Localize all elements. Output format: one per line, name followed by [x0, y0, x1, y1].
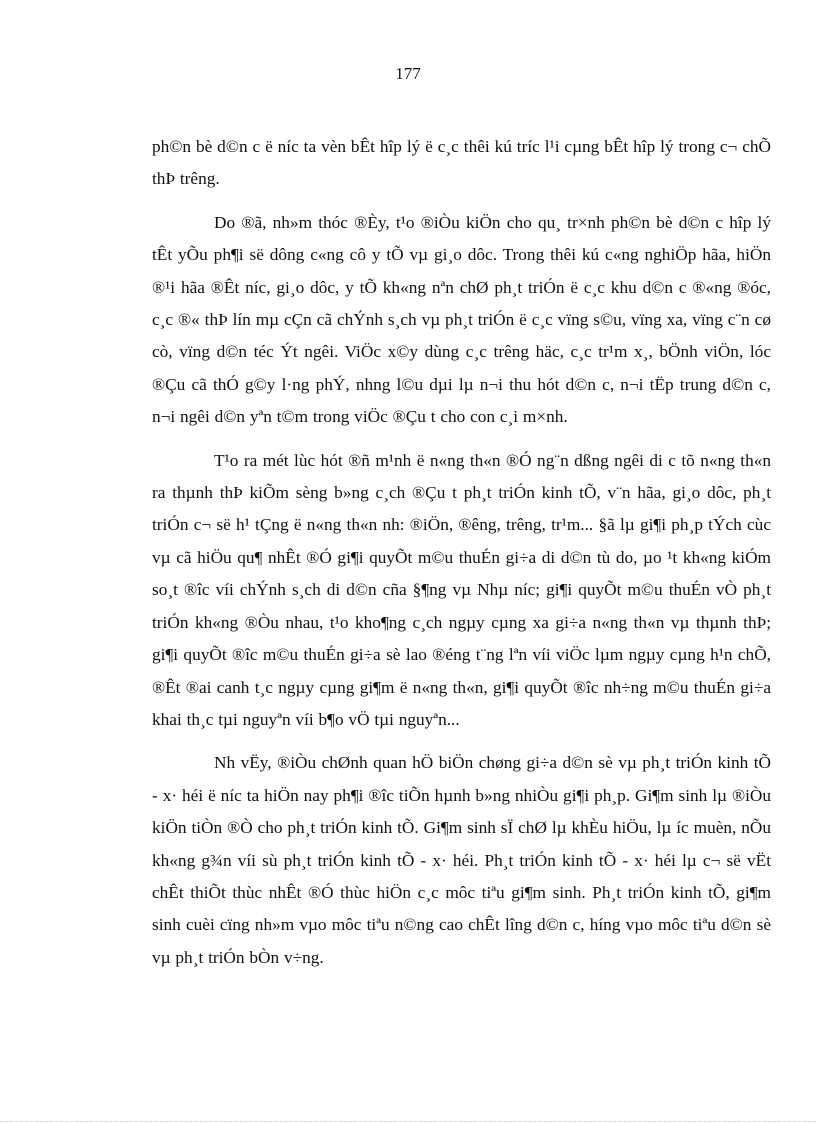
- paragraph-rural-development: T¹o ra mét lùc hót ®ñ m¹nh ë n«ng th«n ®Ó ng¨n dßng ngêi di c tõ n«ng th«n ra thµnh thÞ kiÕm sèng b»ng c¸ch ®Çu t ph¸t triÓn kinh tÕ, v¨n hãa, gi¸o dôc, ph¸t triÓn c¬ së h¹ tÇng ë n«ng th«n nh: ®iÖn, ®êng, trêng, tr¹m... §ã lµ gi¶i ph¸p tÝch cùc vµ cã hiÖu qu¶ nhÊt ®Ó gi¶i quyÕt m©u thuÉn gi÷a di d©n tù do, µo ¹t kh«ng kiÓm so¸t ®îc víi chÝnh s¸ch di d©n cña §¶ng vµ Nhµ níc; gi¶i quyÕt m©u thuÉn vÒ ph¸t triÓn kh«ng ®Òu nhau, t¹o kho¶ng c¸ch ngµy cµng xa gi÷a n«ng th«n vµ thµnh thÞ; gi¶i quyÕt ®îc m©u thuÉn gi÷a sè lao ®éng t¨ng lªn víi viÖc lµm ngµy cµng h¹n chÕ, ®Êt ®ai canh t¸c ngµy cµng gi¶m ë n«ng th«n, gi¶i quyÕt ®îc nh÷ng m©u thuÉn gi÷a khai th¸c tµi nguyªn víi b¶o vÖ tµi nguyªn...: [152, 450, 771, 729]
- paragraph-health-education-policy: Do ®ã, nh»m thóc ®Èy, t¹o ®iÒu kiÖn cho qu¸ tr×nh ph©n bè d©n c hîp lý tÊt yÕu ph¶i së dông c«ng cô y tÕ vµ gi¸o dôc. Trong thêi kú c«ng nghiÖp hãa, hiÖn ®¹i hãa ®Êt níc, gi¸o dôc, y tÕ kh«ng nªn chØ ph¸t triÓn ë c¸c khu d©n c ®«ng ®óc, c¸c ®« thÞ lín mµ cÇn cã chÝnh s¸ch vµ ph¸t triÓn ë c¸c vïng s©u, vïng xa, vïng c¨n cø cò, vïng d©n téc Ýt ngêi. ViÖc x©y dùng c¸c trêng häc, c¸c tr¹m x¸, bÖnh viÖn, lóc ®Çu cã thÓ g©y l·ng phÝ, nhng l©u dµi lµ n¬i thu hót d©n c, n¬i tËp trung d©n c, n¬i ngêi d©n yªn t©m trong viÖc ®Çu t cho con c¸i m×nh.: [152, 212, 771, 427]
- paragraph-conclusion: Nh vËy, ®iÒu chØnh quan hÖ biÖn chøng gi÷a d©n sè vµ ph¸t triÓn kinh tÕ - x· héi ë níc ta hiÖn nay ph¶i ®îc tiÕn hµnh b»ng nhiÒu gi¶i ph¸p. Gi¶m sinh lµ ®iÒu kiÖn tiÒn ®Ò cho ph¸t triÓn kinh tÕ. Gi¶m sinh sÏ chØ lµ khÈu hiÖu, lµ íc muèn, nÕu kh«ng g¾n víi sù ph¸t triÓn kinh tÕ - x· héi. Ph¸t triÓn kinh tÕ - x· héi lµ c¬ së vËt chÊt thiÕt thùc nhÊt ®Ó thùc hiÖn c¸c môc tiªu gi¶m sinh. Ph¸t triÓn kinh tÕ, gi¶m sinh cuèi cïng nh»m vµo môc tiªu n©ng cao chÊt lîng d©n c, híng vµo môc tiªu d©n sè vµ ph¸t triÓn bÒn v÷ng.: [152, 753, 771, 967]
- page-bottom-edge: [0, 1121, 816, 1122]
- document-body: [152, 131, 771, 974]
- paragraph-continuation: ph©n bè d©n c ë níc ta vèn bÊt hîp lý ë c¸c thêi kú tríc l¹i cµng bÊt hîp lý trong c¬ chÕ thÞ trêng.: [152, 137, 771, 189]
- page-number: 177: [395, 64, 421, 83]
